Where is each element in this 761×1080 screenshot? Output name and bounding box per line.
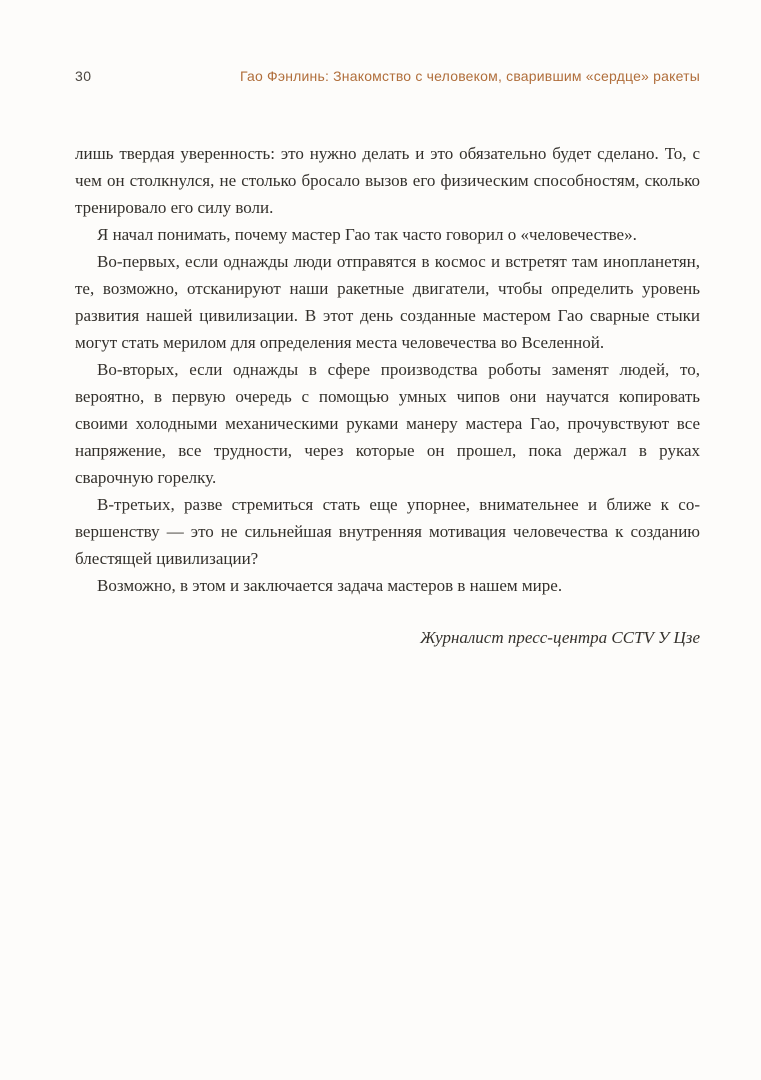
body-paragraph: Во-вторых, если однажды в сфере производства роботы заменят людей, то, вероятно, в первую очередь с помощью умных чипов они научатся копировать своими холодными механическими руками манеру мастера Гао, прочувствуют все напряжение, все трудности, через которые он прошел, пока держал в руках сварочную горелку. bbox=[75, 360, 700, 487]
attribution: Журналист пресс-центра CCTV У Цзе bbox=[420, 628, 700, 647]
body-paragraph: лишь твердая уверенность: это нужно делать и это обязательно будет сделано. То, с чем он столкнулся, не столько бросало вызов его физическим способностям, сколько тренировало его силу воли. bbox=[75, 144, 700, 217]
page-number: 30 bbox=[75, 68, 92, 84]
running-title: Гао Фэнлинь: Знакомство с человеком, сварившим «сердце» ракеты bbox=[239, 68, 700, 84]
body-paragraph: Во-первых, если однажды люди отправятся в космос и встретят там инопланeтян, те, возможно, отсканируют наши ракетные двигатели, чтобы определить уровень развития нашей цивилизации. В этот день созданные мастером Гао сварные стыки могут стать мерилом для определения места человечества во Вселенной. bbox=[75, 252, 700, 352]
running-header bbox=[75, 68, 700, 84]
body-paragraph: Я начал понимать, почему мастер Гао так часто говорил о «человечестве». bbox=[97, 225, 637, 244]
body-paragraph: Возможно, в этом и заключается задача мастеров в нашем мире. bbox=[97, 576, 563, 595]
body-paragraph: В-третьих, разве стремиться стать еще упорнее, внимательнее и ближе к совершенству — это не сильнейшая внутренняя мотивация человечества к созданию блестящей цивилизации? bbox=[75, 495, 700, 568]
body-text bbox=[75, 140, 700, 651]
